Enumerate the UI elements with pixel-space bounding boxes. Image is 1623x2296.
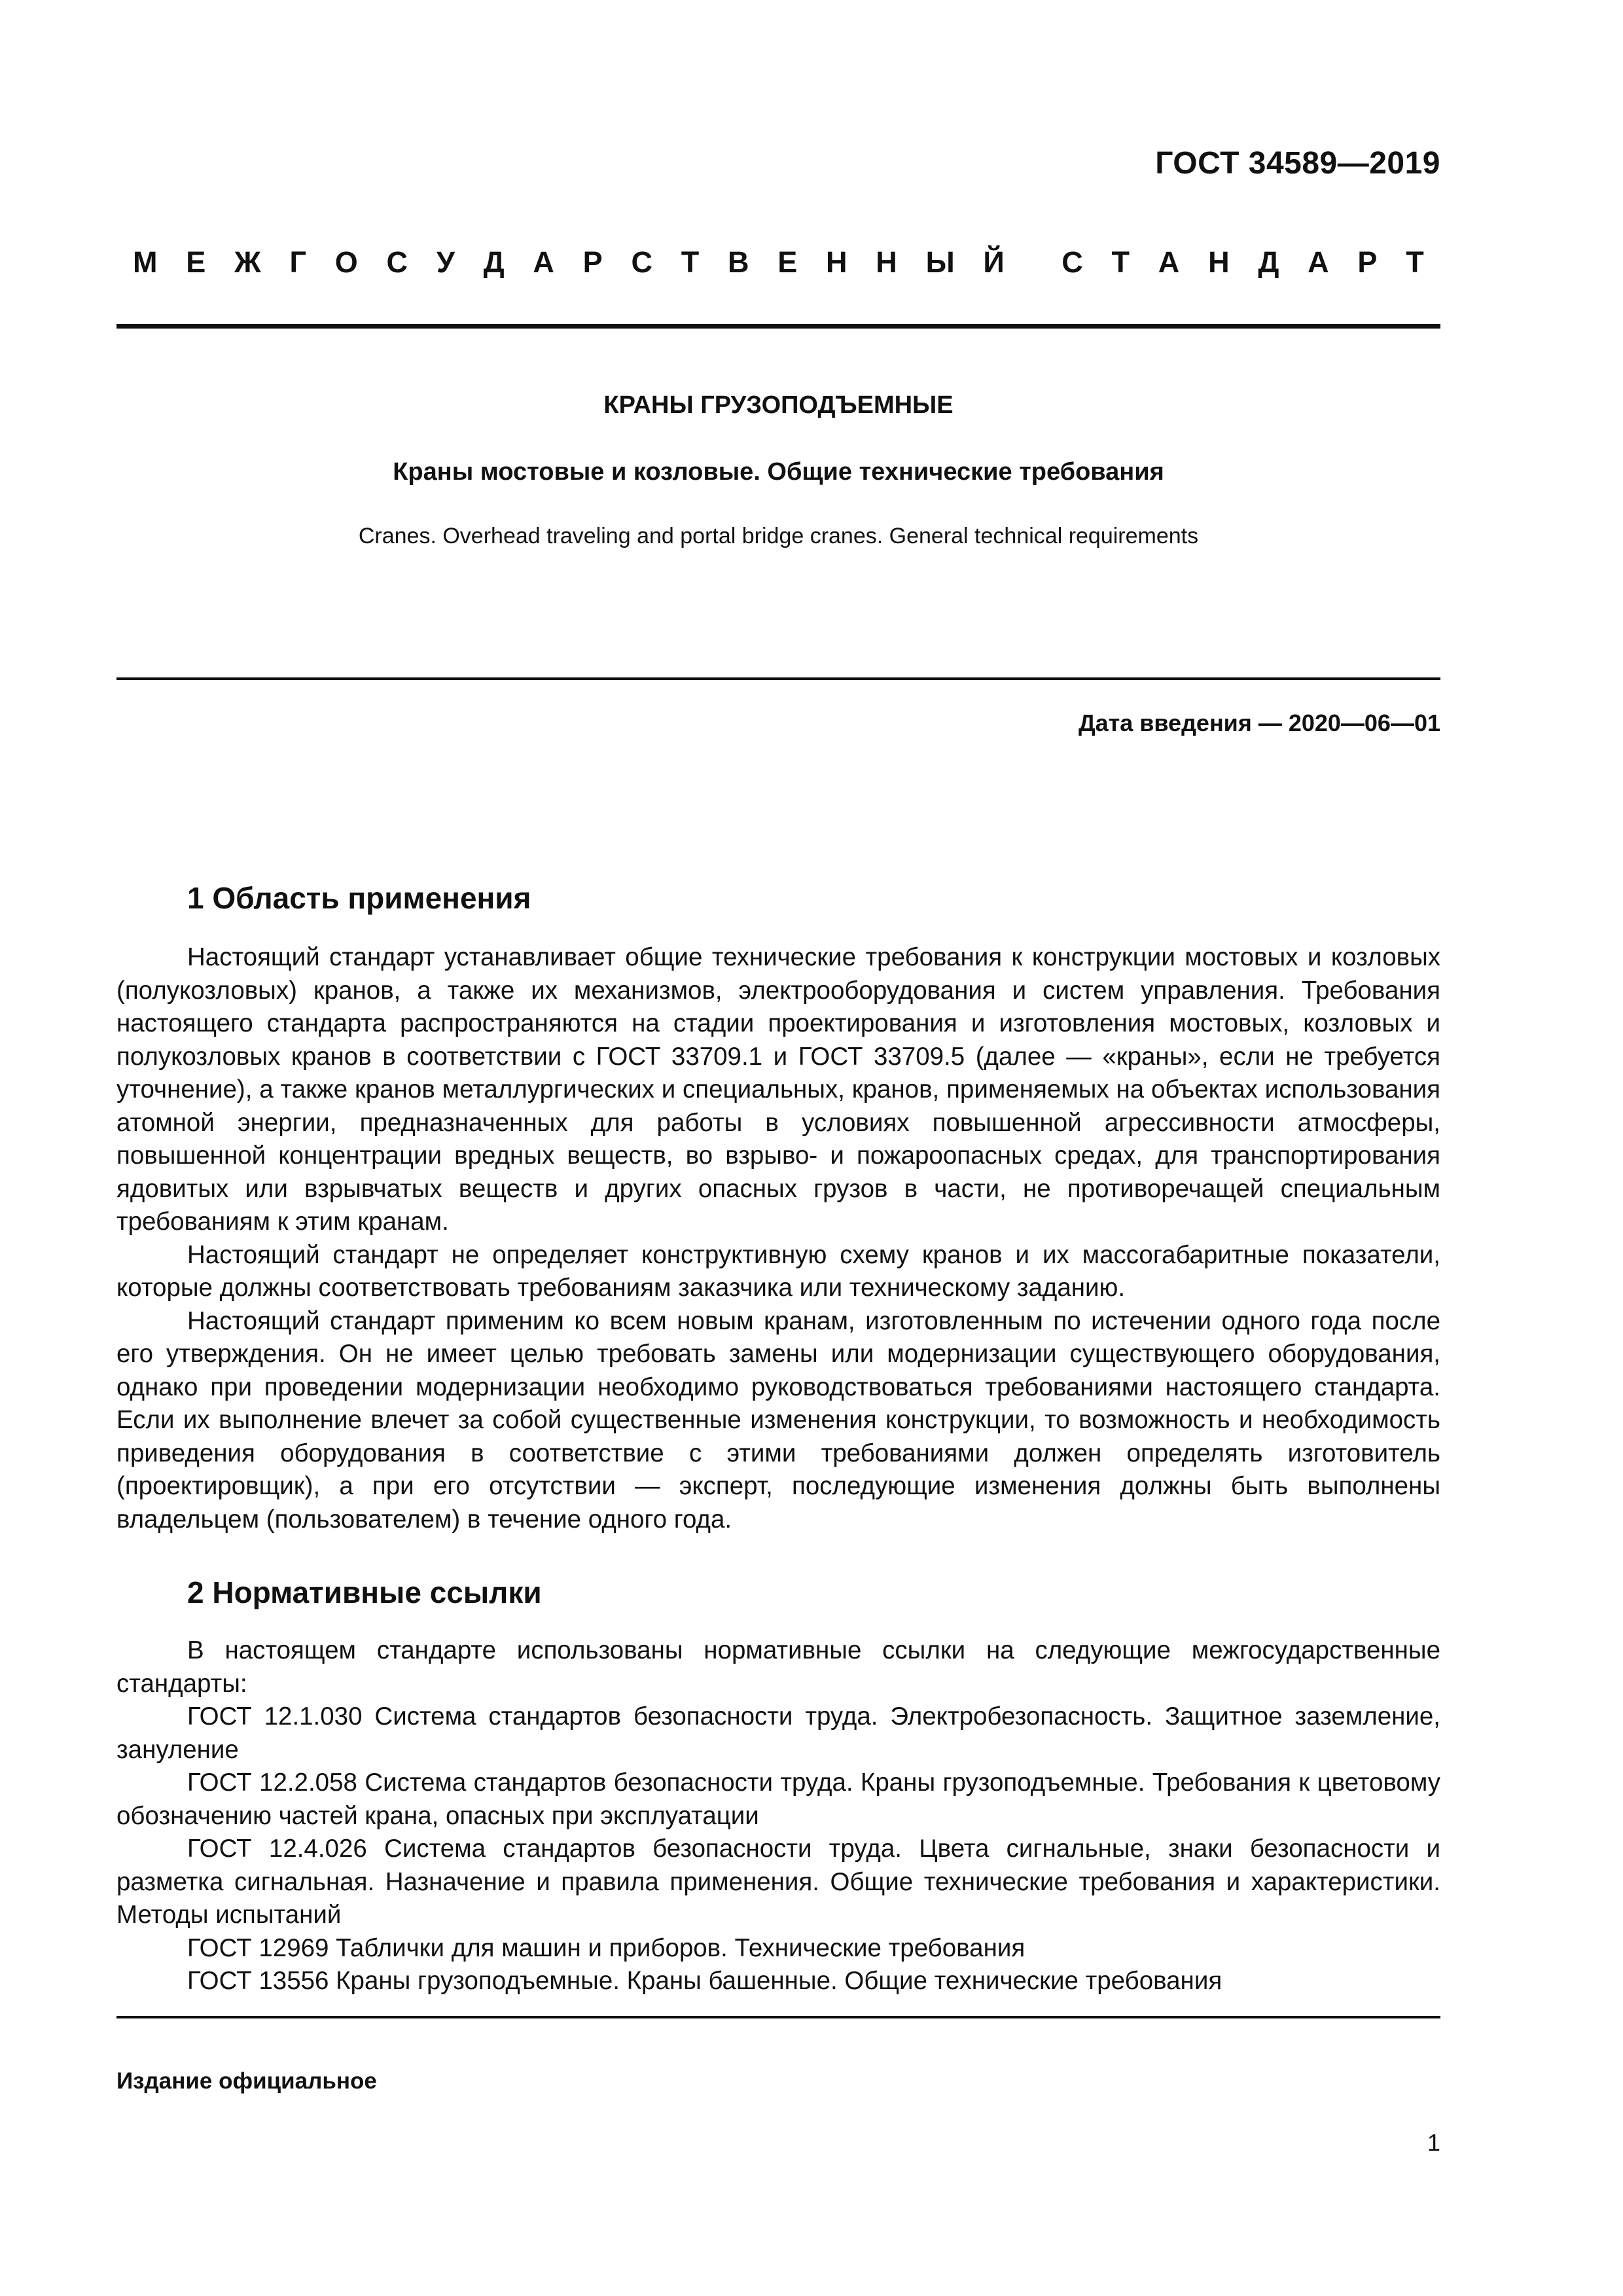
section-1-body	[116, 941, 1440, 1536]
heading-letter: Д	[1258, 245, 1279, 279]
header-divider	[116, 324, 1440, 329]
heading-letter: А	[533, 245, 554, 279]
heading-letter: Е	[777, 245, 798, 279]
heading-letter: Д	[483, 245, 505, 279]
heading-letter: Ы	[925, 245, 955, 279]
reference-item: ГОСТ 12.2.058 Система стандартов безопасности труда. Краны грузоподъемные. Требования к цветовому обозначению частей крана, опасных при эксплуатации	[116, 1768, 1440, 1830]
heading-letter: Т	[681, 245, 700, 279]
reference-item: ГОСТ 12.1.030 Система стандартов безопасности труда. Электробезопасность. Защитное заземление, зануление	[116, 1702, 1440, 1764]
heading-letter: С	[1061, 245, 1083, 279]
interstate-standard-heading	[116, 245, 1440, 279]
title-divider	[116, 677, 1440, 680]
heading-letter: Й	[983, 245, 1005, 279]
document-title-english: Cranes. Overhead traveling and portal bridge cranes. General technical requirements	[358, 524, 1199, 548]
heading-letter: С	[631, 245, 652, 279]
heading-letter: С	[386, 245, 408, 279]
heading-letter: Н	[1208, 245, 1230, 279]
heading-letter: Р	[1357, 245, 1378, 279]
heading-letter: Н	[876, 245, 897, 279]
reference-item: ГОСТ 12.4.026 Система стандартов безопасности труда. Цвета сигнальные, знаки безопасности и разметка сигнальная. Назначение и правила применения. Общие технические требования и характеристики. Методы испытаний	[116, 1835, 1440, 1929]
paragraph: В настоящем стандарте использованы нормативные ссылки на следующие межгосударственные стандарты:	[116, 1636, 1440, 1698]
heading-letter: А	[1158, 245, 1180, 279]
heading-letter: О	[334, 245, 358, 279]
heading-letter: Е	[186, 245, 206, 279]
section-1-heading: 1 Область применения	[187, 881, 531, 915]
heading-letter: М	[133, 245, 158, 279]
heading-letter: А	[1308, 245, 1329, 279]
heading-letter: Ж	[234, 245, 261, 279]
heading-letter: Т	[1111, 245, 1130, 279]
footer-divider	[116, 2016, 1440, 2018]
heading-letter: Н	[826, 245, 847, 279]
paragraph: Настоящий стандарт не определяет конструктивную схему кранов и их массогабаритные показатели, которые должны соответствовать требованиям заказчика или техническому заданию.	[116, 1240, 1440, 1302]
section-2-heading: 2 Нормативные ссылки	[187, 1575, 542, 1609]
heading-letter: Г	[289, 245, 306, 279]
gost-number: ГОСТ 34589—2019	[1155, 146, 1440, 181]
reference-item: ГОСТ 13556 Краны грузоподъемные. Краны башенные. Общие технические требования	[187, 1967, 1222, 1995]
document-page	[116, 0, 1440, 2296]
document-subtitle: Краны мостовые и козловые. Общие технические требования	[393, 458, 1164, 486]
section-2-body	[116, 1634, 1440, 1998]
paragraph: Настоящий стандарт применим ко всем новым кранам, изготовленным по истечении одного года после его утверждения. Он не имеет целью требовать замены или модернизации существующего оборудования, однако при проведении модернизации необходимо руководствоваться требованиями настоящего стандарта. Если их выполнение влечет за собой существенные изменения конструкции, то возможность и необходимость приведения оборудования в соответствие с этими требованиями должен определять изготовитель (проектировщик), а при его отсутствии — эксперт, последующие изменения должны быть выполнены владельцем (пользователем) в течение одного года.	[116, 1306, 1440, 1534]
document-title: КРАНЫ ГРУЗОПОДЪЕМНЫЕ	[603, 391, 954, 419]
heading-letter: В	[727, 245, 749, 279]
heading-letter: Р	[582, 245, 603, 279]
heading-letter: У	[436, 245, 455, 279]
official-edition-note: Издание официальное	[116, 2068, 377, 2094]
paragraph: Настоящий стандарт устанавливает общие технические требования к конструкции мостовых и козловых (полукозловых) кранов, а также их механизмов, электрооборудования и систем управления. Требования настоящего стандарта распространяются на стадии проектирования и изготовления мостовых, козловых и полукозловых кранов в соответствии с ГОСТ 33709.1 и ГОСТ 33709.5 (далее — «краны», если не требуется уточнение), а также кранов металлургических и специальных, кранов, применяемых на объектах использования атомной энергии, предназначенных для работы в условиях повышенной агрессивности атмосферы, повышенной концентрации вредных веществ, во взрыво- и пожароопасных средах, для транспортирования ядовитых или взрывчатых веществ и других опасных грузов в части, не противоречащей специальным требованиям к этим кранам.	[116, 943, 1440, 1236]
reference-item: ГОСТ 12969 Таблички для машин и приборов. Технические требования	[187, 1933, 1026, 1962]
introduction-date: Дата введения — 2020—06—01	[1078, 709, 1440, 736]
heading-letter: Т	[1406, 245, 1424, 279]
page-number: 1	[1427, 2129, 1440, 2156]
